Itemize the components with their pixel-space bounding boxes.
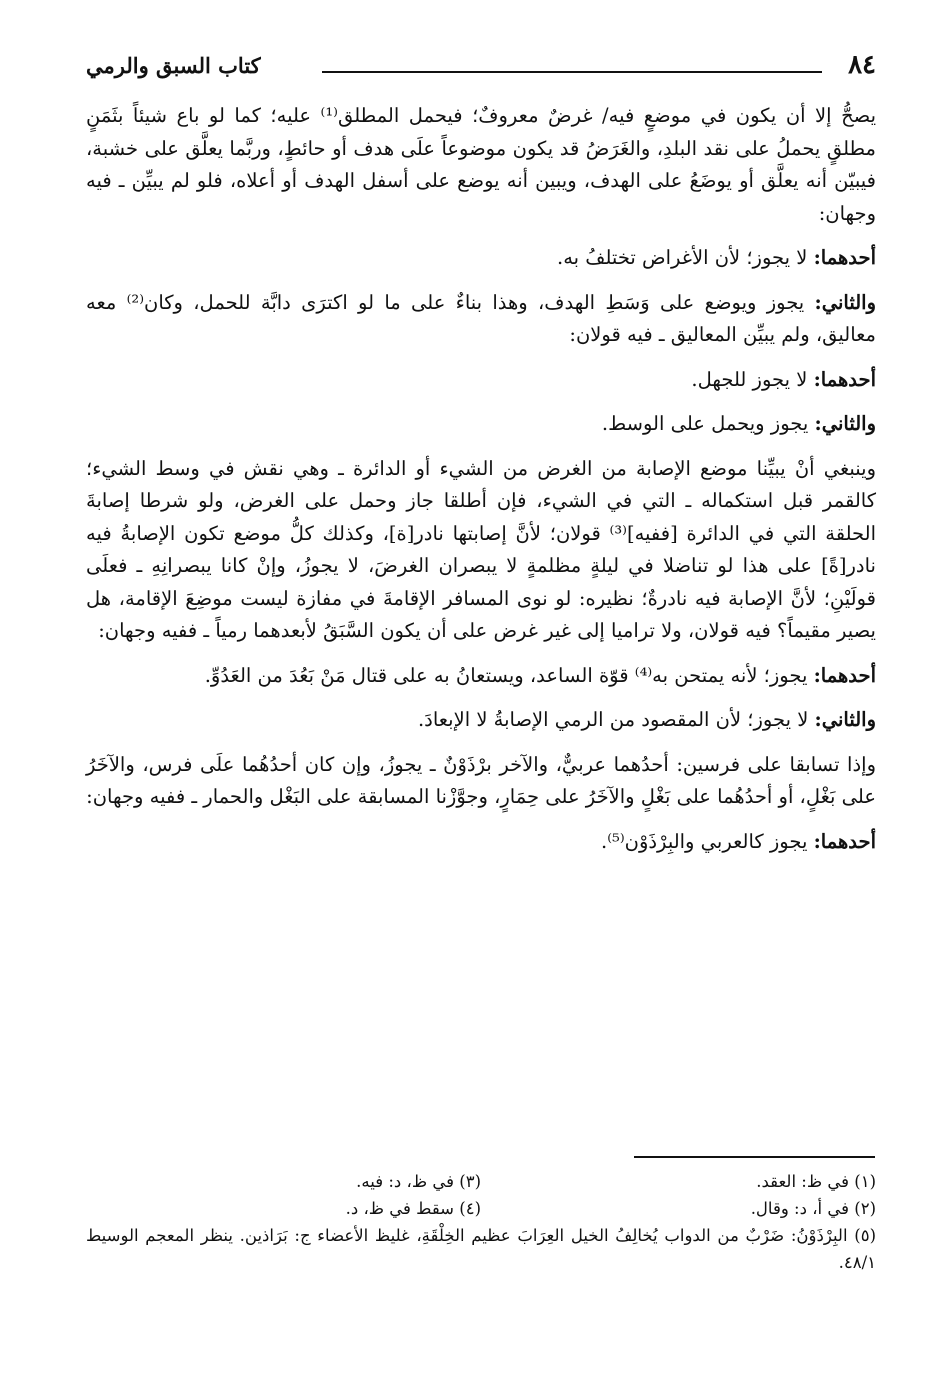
paragraph-text: لا يجوز للجهل. (691, 367, 814, 391)
footnote-3: (٣) في ظ، د: فيه. (356, 1172, 481, 1191)
footnote-1: (١) في ظ: العقد. (756, 1172, 876, 1191)
paragraph-text: يجوز كالعربي والبِرْذَوْن⁽⁵⁾. (601, 829, 814, 853)
paragraph-text: وإذا تسابقا على فرسين: أحدُهما عربيٌّ، والآخر برْذَوْنٌ ـ يجوزُ، وإن كان أحدُهُما علَى فرس، والآخَرُ على بَغْلٍ، أو أحدُهُما على بَغْلٍ والآخَرُ على حِمَارٍ، وجوَّزْنا المسابقة على البَغْل والحمار ـ ففيه وجهان: (86, 752, 876, 808)
footnote-row (86, 1195, 876, 1222)
footnotes (86, 1168, 876, 1276)
paragraph (86, 242, 876, 275)
header-rule (322, 71, 822, 73)
paragraph-lead: أحدهما: (813, 367, 876, 391)
paragraph-text: يجوز ويحمل على الوسط. (601, 412, 815, 435)
paragraph (86, 287, 876, 352)
page-number: ٨٤ (848, 50, 876, 80)
paragraph (86, 408, 876, 441)
paragraph-lead: أحدهما: (813, 829, 876, 853)
main-text (86, 100, 876, 858)
paragraph (86, 704, 876, 737)
paragraph-lead: والثاني: (814, 708, 876, 731)
paragraph-lead: أحدهما: (813, 246, 876, 269)
paragraph (86, 100, 876, 230)
book-title: كتاب السبق والرمي (86, 53, 261, 78)
paragraph-text: لا يجوز؛ لأن المقصود من الرمي الإصابةُ لا الإبعادَ. (417, 708, 815, 731)
paragraph (86, 660, 876, 693)
paragraph-lead: والثاني: (814, 290, 876, 314)
paragraph (86, 749, 876, 814)
footnote-rule (634, 1156, 875, 1158)
paragraph-text: يجوز؛ لأنه يمتحن به⁽⁴⁾ قوّة الساعد، ويستعانُ به على قتال مَنْ بَعُدَ من العَدُوِّ. (204, 663, 814, 687)
footnote-2: (٢) في أ، د: وقال. (750, 1199, 876, 1218)
paragraph (86, 826, 876, 859)
paragraph-text: يصحُّ إلا أن يكون في موضعٍ فيه/ غرضٌ معروفٌ؛ فيحمل المطلق⁽¹⁾ عليه؛ كما لو باع شيئاً بثَمَنٍ مطلقٍ يحملُ على نقد البلدِ، والغَرَضُ قد يكون موضوعاً علَى هدف أو حائطٍ، وربَّما يعلَّق على خشبة، فيبيّن أنه يعلَّق أو يوضَعُ على الهدف، ويبين أنه يوضع على أسفل الهدف أو أعلاه، فلو لم يبيِّن ـ فيه وجهان: (86, 104, 876, 225)
paragraph (86, 453, 876, 648)
paragraph-text: وينبغي أنْ يبيِّنا موضع الإصابة من الغرض من الشيء أو الدائرة ـ وهي نقش في وسط الشيء؛ كالقمر قبل استكماله ـ التي في الشيء، فإن أطلقا جاز وحمل على الغرض، ولو شرطا إصابةَ الحلقة التي في الدائرة [ففيه]⁽³⁾ قولان؛ لأنَّ إصابتها نادر[ة]، وكذلك كلُّ موضع تكون الإصابةُ فيه نادر[ةً] على هذا لو تناضلا في ليلةٍ مظلمةٍ لا يبصران الغرضَ، لا يجوزُ، وإنْ كانا يبصرانِهِ ـ فعلَى قولَيْنِ؛ لأنَّ الإصابة فيه نادرةٌ؛ نظيره: لو نوى المسافر الإقامةَ في مفازة ليست موضِعَ الإقامة، هل يصير مقيماً؟ فيه قولان، ولا تراميا إلى غير غرض على أن يكون السَّبَقُ لأبعدهما رمياً ـ ففيه وجهان: (86, 456, 877, 642)
footnote-4: (٤) سقط في ظ، د. (345, 1199, 481, 1218)
paragraph-text: يجوز ويوضع على وَسَطِ الهدف، وهذا بناءٌ على ما لو اكترَى دابَّة للحمل، وكان⁽²⁾ معه معاليق، ولم يبيِّن المعاليق ـ فيه قولان: (86, 290, 876, 346)
footnote-row (86, 1168, 876, 1195)
paragraph-text: لا يجوز؛ لأن الأغراض تختلفُ به. (557, 246, 814, 269)
page-header (86, 50, 876, 92)
paragraph-lead: والثاني: (814, 412, 876, 435)
footnote-5: (٥) البِرْذَوْنُ: ضَرْبٌ من الدواب يُخالِفُ الخيل العِرَابَ عظيم الخِلْقَةِ، غليظ الأعضاء ج: بَرَاذين. ينظر المعجم الوسيط ٤٨/١. (86, 1226, 876, 1272)
paragraph (86, 364, 876, 397)
paragraph-lead: أحدهما: (813, 663, 876, 687)
